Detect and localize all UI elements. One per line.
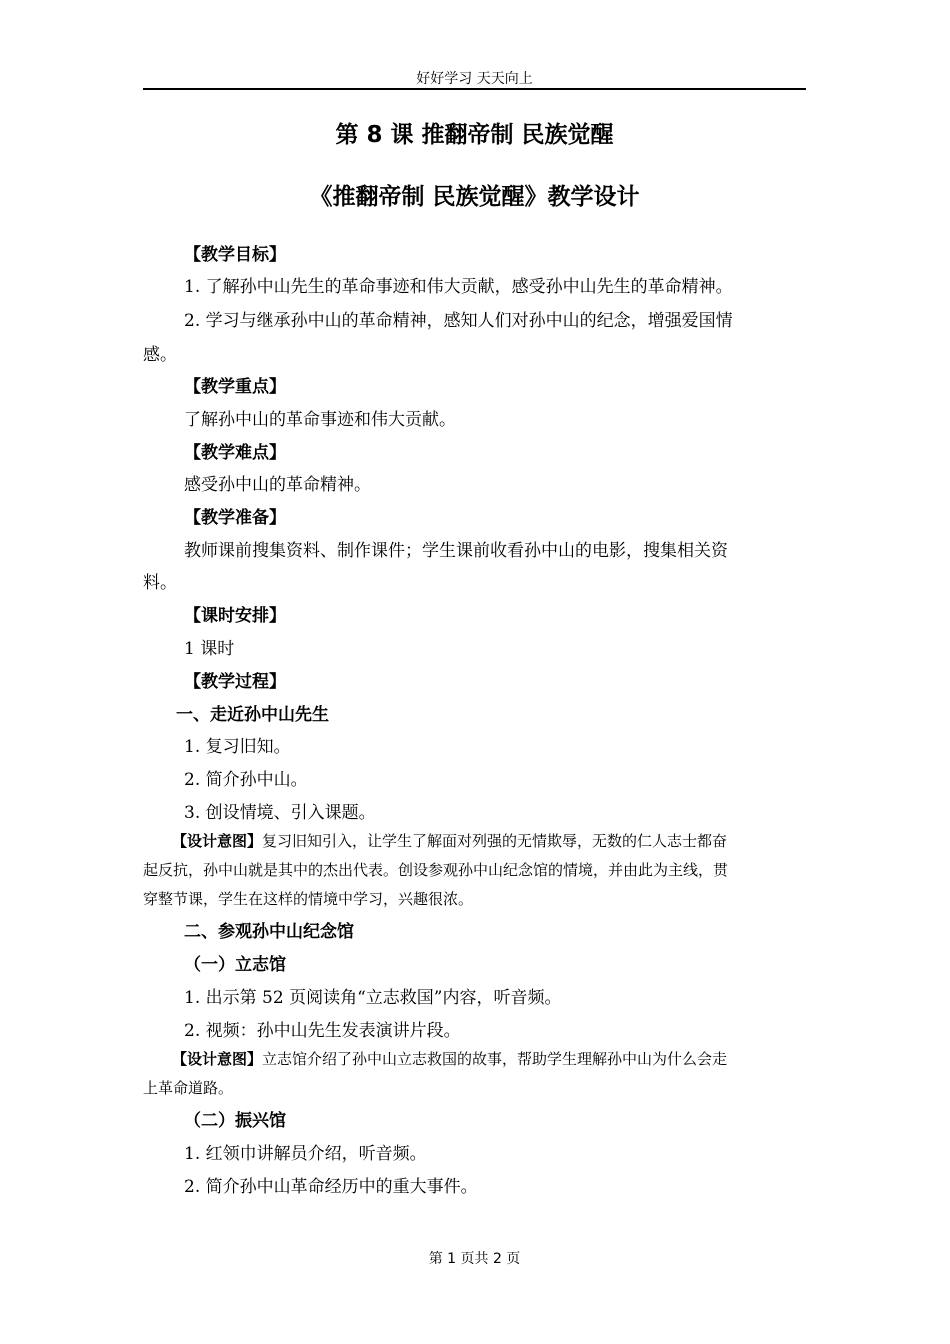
part1-step-1: 1. 复习旧知。	[184, 737, 291, 757]
goal-item-2-cont: 感。	[143, 345, 177, 365]
hall2-heading: （二）振兴馆	[184, 1111, 286, 1131]
part1-intent-cont-2: 穿整节课，学生在这样的情境中学习，兴趣很浓。	[143, 890, 474, 908]
design-title: 《推翻帝制 民族觉醒》教学设计	[309, 184, 640, 210]
preparation-text: 教师课前搜集资料、制作课件；学生课前收看孙中山的电影，搜集相关资	[184, 541, 728, 561]
goal-item-1: 1. 了解孙中山先生的革命事迹和伟大贡献，感受孙中山先生的革命精神。	[184, 277, 733, 297]
key-points-heading: 【教学重点】	[184, 377, 286, 397]
difficulties-heading: 【教学难点】	[184, 443, 286, 463]
part1-intent	[172, 830, 727, 851]
intent-label: 【设计意图】	[172, 832, 263, 850]
part1-heading: 一、走近孙中山先生	[176, 705, 329, 725]
hall1-intent	[172, 1048, 727, 1069]
hall1-heading: （一）立志馆	[184, 955, 286, 975]
schedule-text: 1 课时	[184, 639, 235, 659]
hall2-step-2: 2. 简介孙中山革命经历中的重大事件。	[184, 1177, 478, 1197]
goal-item-2: 2. 学习与继承孙中山的革命精神，感知人们对孙中山的纪念，增强爱国情	[184, 311, 733, 331]
intent-text: 复习旧知引入，让学生了解面对列强的无情欺辱，无数的仁人志士都奋	[262, 832, 728, 850]
hall1-step-1: 1. 出示第 52 页阅读角“立志救国”内容，听音频。	[184, 988, 562, 1008]
header-rule	[143, 88, 806, 90]
page-header: 好好学习 天天向上	[416, 71, 533, 87]
intent-text: 立志馆介绍了孙中山立志救国的故事，帮助学生理解孙中山为什么会走	[262, 1050, 728, 1068]
key-points-text: 了解孙中山的革命事迹和伟大贡献。	[184, 410, 456, 430]
preparation-heading: 【教学准备】	[184, 508, 286, 528]
hall1-intent-cont: 上革命道路。	[143, 1079, 234, 1097]
part2-heading: 二、参观孙中山纪念馆	[184, 922, 354, 942]
schedule-heading: 【课时安排】	[184, 606, 286, 626]
part1-step-3: 3. 创设情境、引入课题。	[184, 803, 376, 823]
page-footer: 第 1 页共 2 页	[428, 1251, 521, 1267]
difficulties-text: 感受孙中山的革命精神。	[184, 475, 371, 495]
part1-step-2: 2. 简介孙中山。	[184, 770, 308, 790]
lesson-title: 第 8 课 推翻帝制 民族觉醒	[335, 122, 614, 148]
process-heading: 【教学过程】	[184, 672, 286, 692]
intent-label: 【设计意图】	[172, 1050, 263, 1068]
preparation-text-cont: 料。	[143, 573, 177, 593]
part1-intent-cont-1: 起反抗，孙中山就是其中的杰出代表。创设参观孙中山纪念馆的情境，并由此为主线，贯	[143, 861, 729, 879]
hall1-step-2: 2. 视频：孙中山先生发表演讲片段。	[184, 1021, 461, 1041]
goals-heading: 【教学目标】	[184, 245, 286, 265]
hall2-step-1: 1. 红领巾讲解员介绍，听音频。	[184, 1144, 427, 1164]
